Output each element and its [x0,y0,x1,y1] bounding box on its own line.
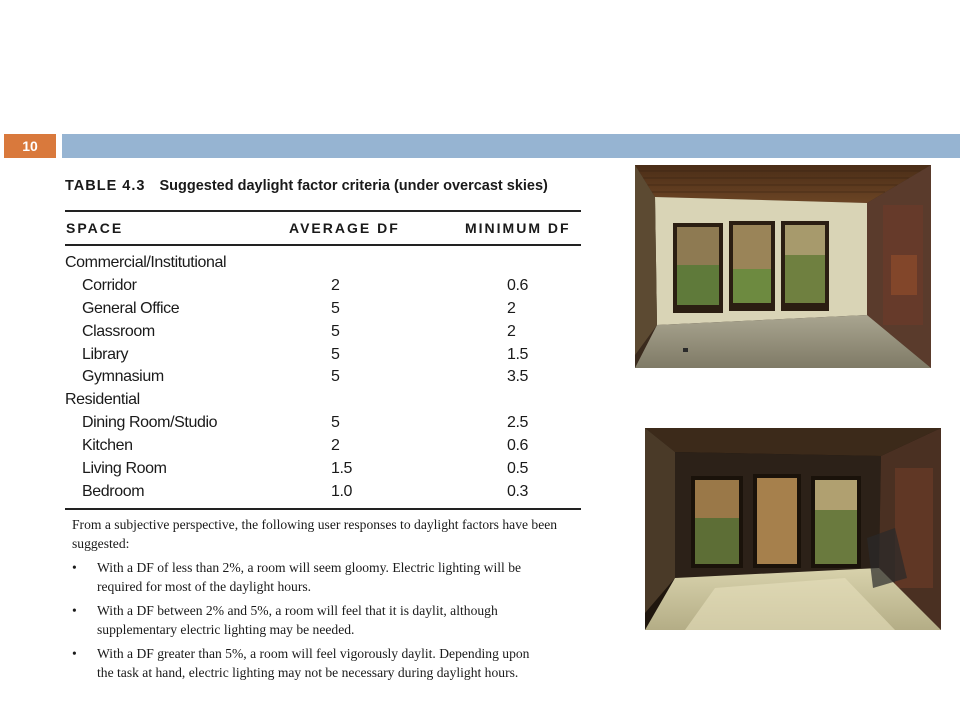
table-row [65,483,585,506]
cell-average: 1.5 [331,460,353,478]
cell-average: 5 [331,299,340,317]
cell-minimum: 2 [507,322,516,340]
cell-space: Kitchen [82,437,133,455]
column-header-average: AVERAGE DF [289,220,400,236]
cell-space: Corridor [82,276,137,294]
table-top-rule [65,210,581,212]
bullet-marker: • [72,646,77,661]
room-photo-lower-drawing [645,428,941,630]
cell-average: 5 [331,368,340,386]
cell-space: Residential [65,391,140,409]
room-photo-upper [635,165,931,368]
cell-average: 5 [331,345,340,363]
cell-space: Commercial/Institutional [65,254,227,271]
cell-minimum: 0.5 [507,460,529,478]
table-row [65,346,585,369]
cell-average: 1.0 [331,482,353,500]
cell-minimum: 1.5 [507,345,529,363]
table-label: TABLE 4.3 [65,178,146,194]
cell-minimum: 0.6 [507,437,529,455]
column-header-space: SPACE [66,220,124,236]
cell-average: 2 [331,276,340,294]
cell-minimum: 0.6 [507,276,529,294]
cell-space: Classroom [82,322,155,340]
table-body [65,254,585,506]
header-bar [62,134,960,158]
bullet-marker: • [72,560,77,575]
table-header-rule [65,244,581,246]
table-bottom-rule [65,508,581,510]
cell-average: 5 [331,322,340,340]
bullet-marker: • [72,603,77,618]
cell-minimum: 2.5 [507,414,529,432]
cell-space: Living Room [82,460,167,478]
cell-average: 2 [331,437,340,455]
bullet-text: With a DF between 2% and 5%, a room will feel that it is daylit, although supplementary electric lighting may be needed. [97,603,498,637]
cell-space: Dining Room/Studio [82,414,218,432]
cell-minimum: 2 [507,299,516,317]
table-row [65,368,585,391]
cell-space: General Office [82,299,180,317]
cell-space: Library [82,345,129,363]
table-row [65,437,585,460]
table-caption [65,178,548,194]
table-row [65,460,585,483]
cell-space: Gymnasium [82,368,164,386]
bullet-text: With a DF greater than 5%, a room will feel vigorously daylit. Depending upon the task at hand, electric lighting may not be necessary during daylight hours. [97,646,530,680]
room-photo-upper-drawing [635,165,931,368]
table-row-category [65,391,585,414]
table-row [65,323,585,346]
bullet-text: With a DF of less than 2%, a room will seem gloomy. Electric lighting will be required for most of the daylight hours. [97,560,522,594]
cell-space: Bedroom [82,482,145,500]
table-row [65,300,585,323]
column-header-minimum: MINIMUM DF [465,220,571,236]
slide-number: 10 [4,134,56,158]
table-title: Suggested daylight factor criteria (under overcast skies) [159,178,548,194]
notes-intro: From a subjective perspective, the following user responses to daylight factors have been suggested: [72,517,558,551]
table-row-category [65,254,585,277]
cell-average: 5 [331,414,340,432]
table-row [65,277,585,300]
room-photo-lower [645,428,941,630]
cell-minimum: 0.3 [507,482,529,500]
table-row [65,414,585,437]
cell-minimum: 3.5 [507,368,529,386]
